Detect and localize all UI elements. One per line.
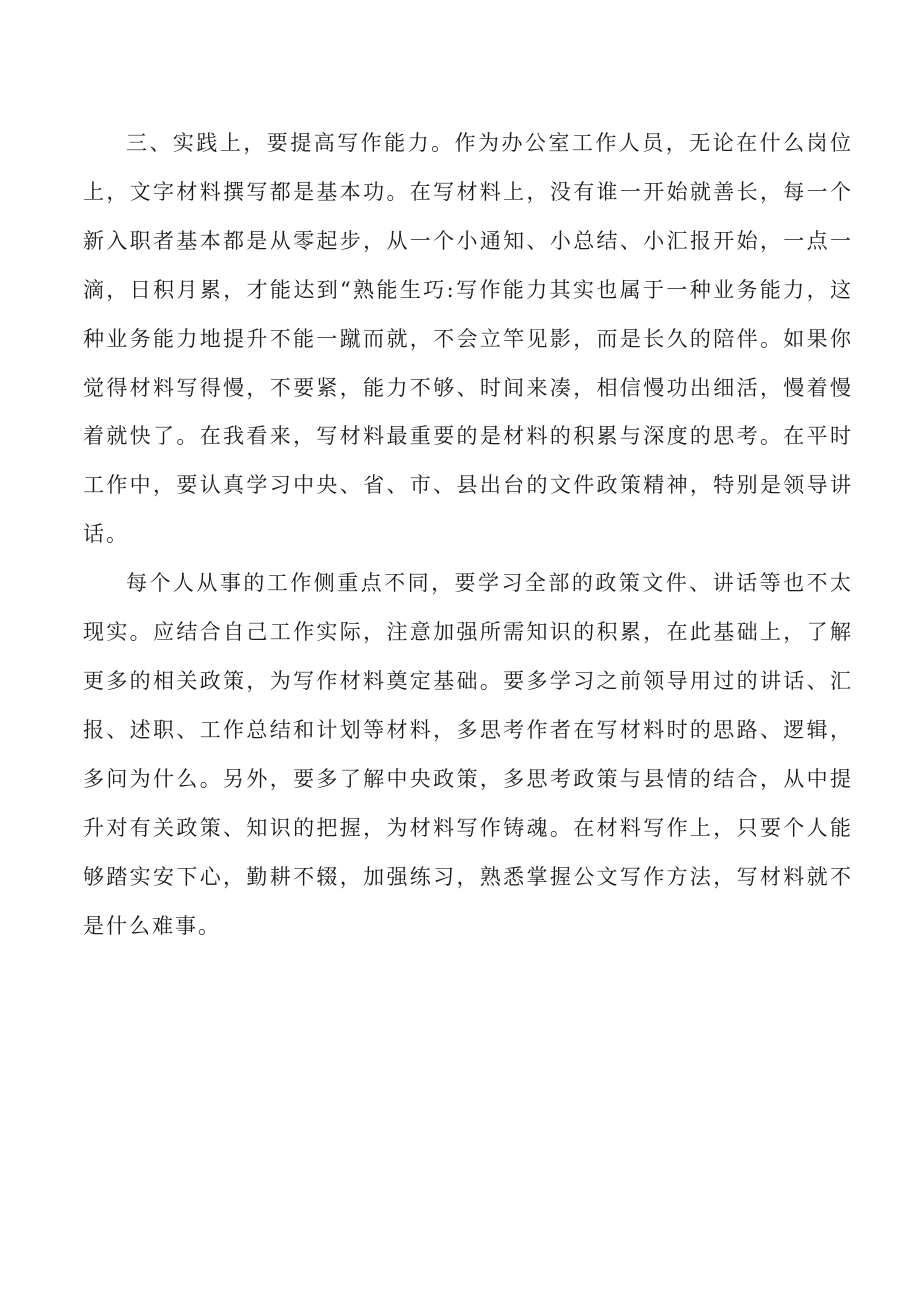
paragraph-practice-writing-ability: 三、实践上，要提高写作能力。作为办公室工作人员，无论在什么岗位上，文字材料撰写都是基本功。在写材料上，没有谁一开始就善长，每一个新入职者基本都是从零起步，从一个小通知、小总结、小汇报开始，一点一滴，日积月累，才能达到“熟能生巧:写作能力其实也属于一种业务能力，这种业务能力地提升不能一蹴而就，不会立竿见影，而是长久的陪伴。如果你觉得材料写得慢，不要紧，能力不够、时间来凑，相信慢功出细活，慢着慢着就快了。在我看来，写材料最重要的是材料的积累与深度的思考。在平时工作中，要认真学习中央、省、市、县出台的文件政策精神，特别是领导讲话。 [83,131,853,547]
document-body [83,119,853,950]
paragraph-study-policy: 每个人从事的工作侧重点不同，要学习全部的政策文件、讲话等也不太现实。应结合自己工作实际，注意加强所需知识的积累，在此基础上，了解更多的相关政策，为写作材料奠定基础。要多学习之前领导用过的讲话、汇报、述职、工作总结和计划等材料，多思考作者在写材料时的思路、逻辑，多问为什么。另外，要多了解中央政策，多思考政策与县情的结合，从中提升对有关政策、知识的把握，为材料写作铸魂。在材料写作上，只要个人能够踏实安下心，勤耕不辍，加强练习，熟悉掌握公文写作方法，写材料就不是什么难事。 [83,571,853,938]
